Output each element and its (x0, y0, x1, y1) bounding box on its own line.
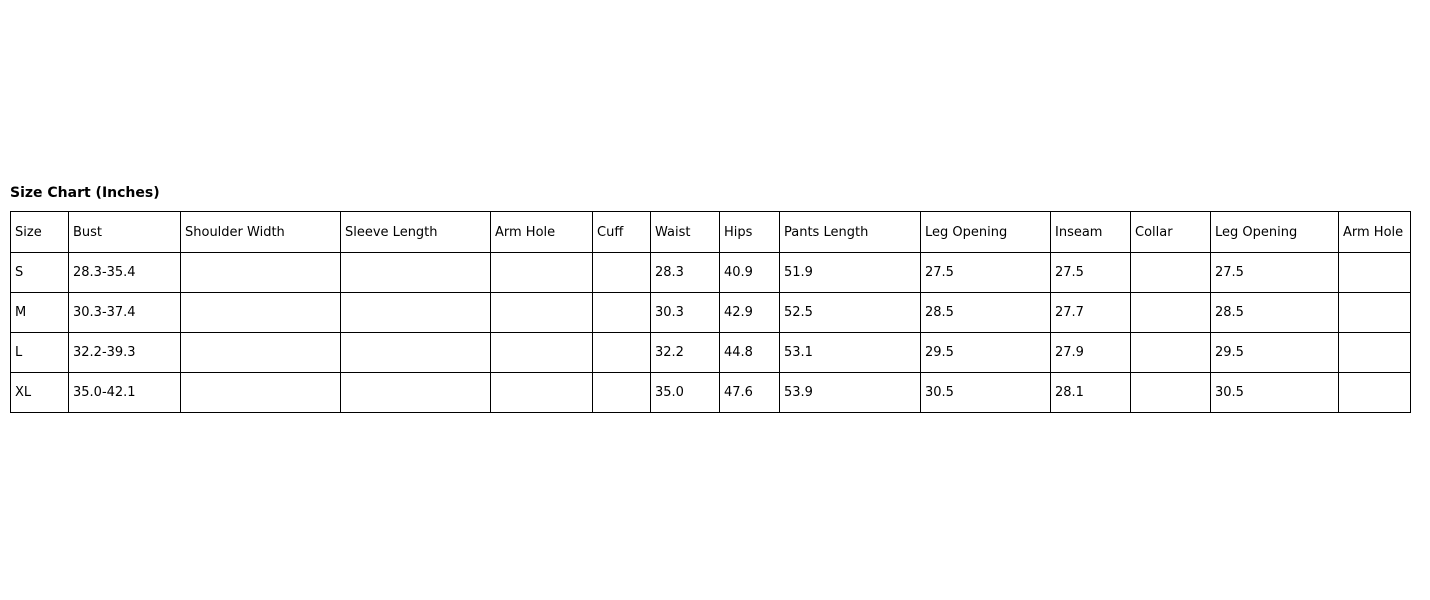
table-cell: 53.9 (780, 373, 921, 413)
table-cell: 51.9 (780, 253, 921, 293)
table-cell: 32.2 (651, 333, 720, 373)
table-cell (1339, 293, 1411, 333)
size-cell: M (11, 293, 69, 333)
table-cell (1131, 373, 1211, 413)
header-cell: Bust (69, 212, 181, 253)
size-chart-body (11, 253, 1411, 413)
table-cell (181, 373, 341, 413)
table-cell (1131, 333, 1211, 373)
table-cell: 27.9 (1051, 333, 1131, 373)
table-cell (593, 253, 651, 293)
table-row (11, 373, 1411, 413)
table-cell: 27.5 (1211, 253, 1339, 293)
table-cell (341, 253, 491, 293)
size-chart-title: Size Chart (Inches) (10, 185, 160, 201)
table-cell: 28.5 (1211, 293, 1339, 333)
table-cell: 29.5 (1211, 333, 1339, 373)
table-cell: 44.8 (720, 333, 780, 373)
table-cell: 30.3-37.4 (69, 293, 181, 333)
table-cell: 35.0-42.1 (69, 373, 181, 413)
table-cell: 42.9 (720, 293, 780, 333)
size-cell: L (11, 333, 69, 373)
table-cell: 27.7 (1051, 293, 1131, 333)
table-cell (491, 333, 593, 373)
table-cell (593, 293, 651, 333)
table-cell: 35.0 (651, 373, 720, 413)
table-cell (181, 253, 341, 293)
size-cell: XL (11, 373, 69, 413)
table-cell: 30.3 (651, 293, 720, 333)
header-cell: Size (11, 212, 69, 253)
header-cell: Hips (720, 212, 780, 253)
table-cell: 30.5 (921, 373, 1051, 413)
header-cell: Shoulder Width (181, 212, 341, 253)
table-cell: 27.5 (921, 253, 1051, 293)
header-cell: Arm Hole (491, 212, 593, 253)
table-cell (593, 333, 651, 373)
table-cell: 28.5 (921, 293, 1051, 333)
table-cell (181, 293, 341, 333)
table-cell: 47.6 (720, 373, 780, 413)
header-cell: Cuff (593, 212, 651, 253)
header-cell: Waist (651, 212, 720, 253)
table-cell (181, 333, 341, 373)
table-cell: 52.5 (780, 293, 921, 333)
table-cell: 28.3-35.4 (69, 253, 181, 293)
size-cell: S (11, 253, 69, 293)
table-cell (491, 253, 593, 293)
table-cell: 40.9 (720, 253, 780, 293)
header-cell: Arm Hole (1339, 212, 1411, 253)
table-cell (1339, 333, 1411, 373)
table-cell (341, 293, 491, 333)
size-chart-table (10, 211, 1411, 413)
table-row (11, 293, 1411, 333)
header-cell: Inseam (1051, 212, 1131, 253)
table-cell (1339, 373, 1411, 413)
size-chart-header (11, 212, 1411, 253)
table-cell (1131, 253, 1211, 293)
table-cell: 53.1 (780, 333, 921, 373)
header-cell: Pants Length (780, 212, 921, 253)
header-cell: Leg Opening (921, 212, 1051, 253)
table-cell (1339, 253, 1411, 293)
table-cell: 28.1 (1051, 373, 1131, 413)
table-cell (341, 373, 491, 413)
table-cell (593, 373, 651, 413)
table-cell (341, 333, 491, 373)
table-cell: 29.5 (921, 333, 1051, 373)
table-cell: 32.2-39.3 (69, 333, 181, 373)
table-row (11, 333, 1411, 373)
table-cell: 27.5 (1051, 253, 1131, 293)
table-cell (491, 373, 593, 413)
table-row (11, 253, 1411, 293)
header-cell: Leg Opening (1211, 212, 1339, 253)
header-row (11, 212, 1411, 253)
header-cell: Sleeve Length (341, 212, 491, 253)
table-cell: 28.3 (651, 253, 720, 293)
table-cell: 30.5 (1211, 373, 1339, 413)
table-cell (491, 293, 593, 333)
table-cell (1131, 293, 1211, 333)
header-cell: Collar (1131, 212, 1211, 253)
